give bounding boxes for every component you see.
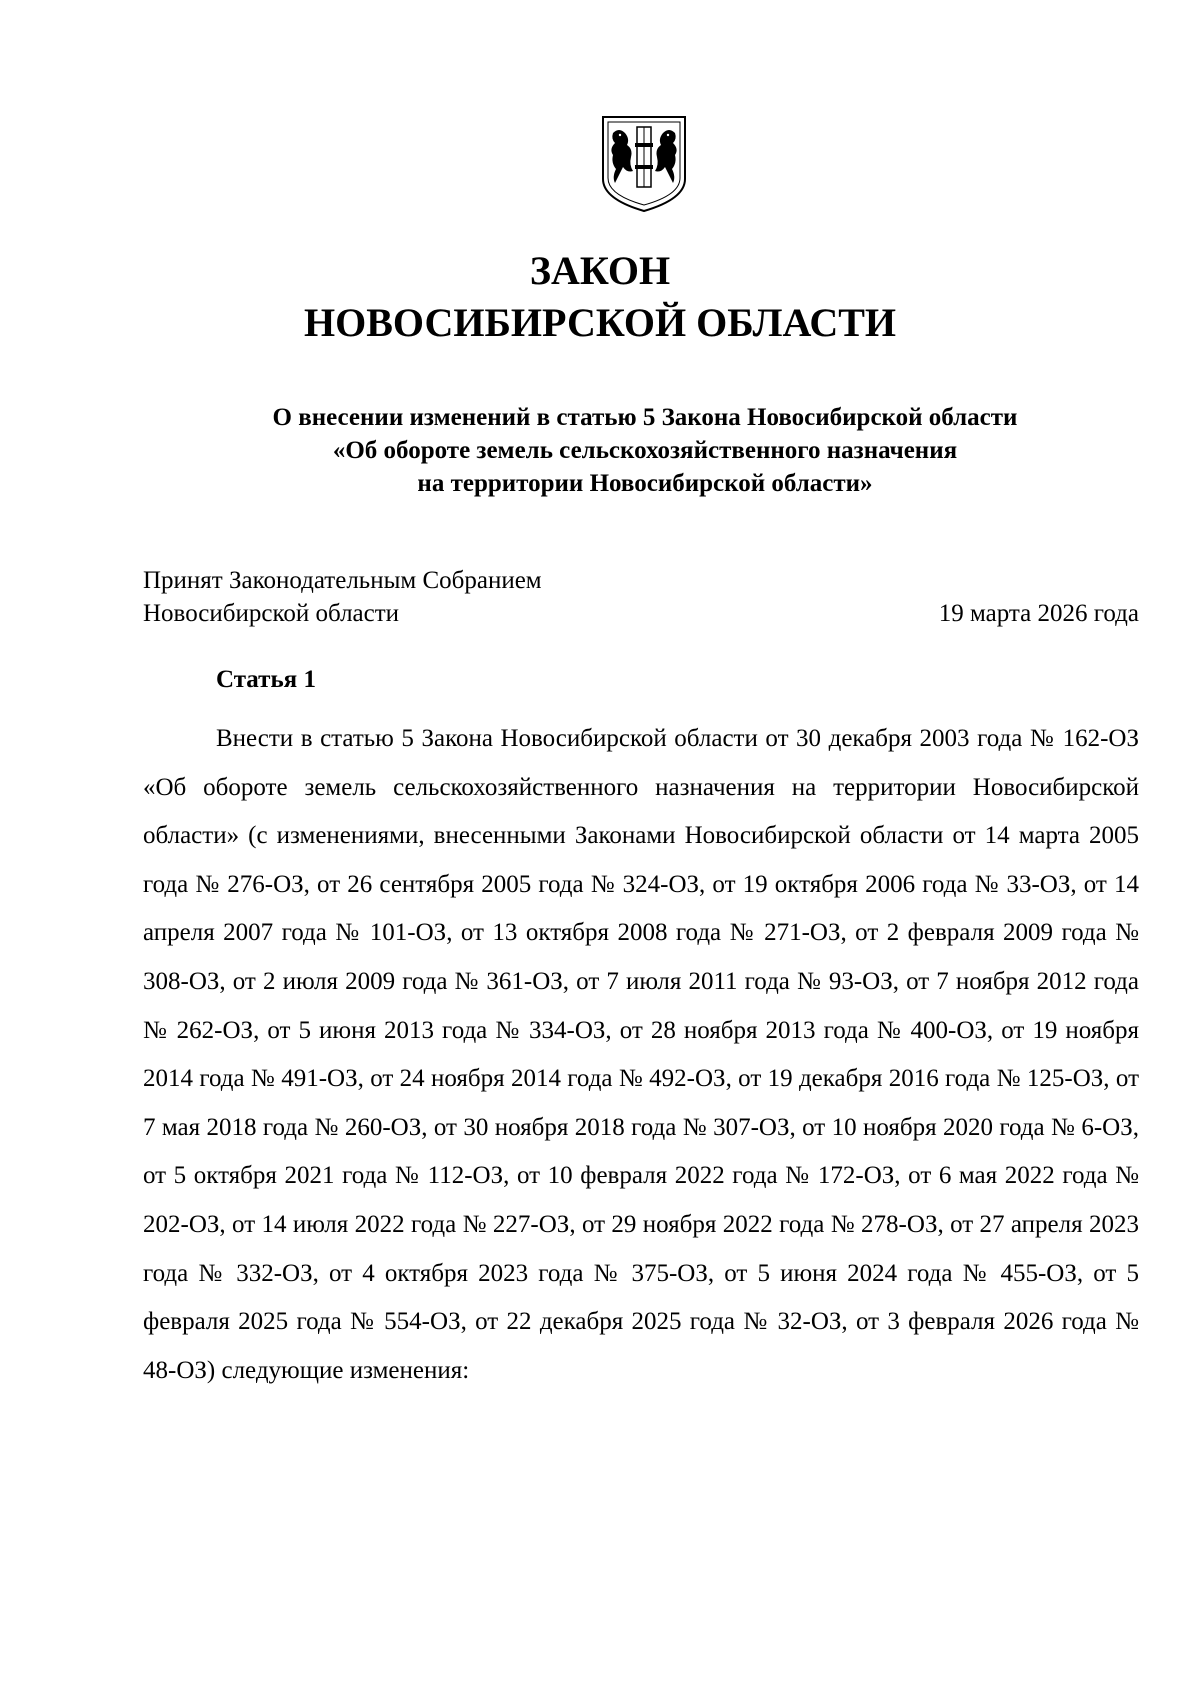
subject-line: на территории Новосибирской области» <box>417 470 873 497</box>
article-paragraph: Внести в статью 5 Закона Новосибирской области от 30 декабря 2003 года № 162-ОЗ «Об обороте земель сельскохозяйственного назначения на территории Новосибирской области» (с изменениями, внесенными Законами Новосибирской области от 14 марта 2005 года № 276-ОЗ, от 26 сентября 2005 года № 324-ОЗ, от 19 октября 2006 года № 33-ОЗ, от 14 апреля 2007 года № 101-ОЗ, от 13 октября 2008 года № 271-ОЗ, от 2 февраля 2009 года № 308-ОЗ, от 2 июля 2009 года № 361-ОЗ, от 7 июля 2011 года № 93-ОЗ, от 7 ноября 2012 года № 262-ОЗ, от 5 июня 2013 года № 334-ОЗ, от 28 ноября 2013 года № 400-ОЗ, от 19 ноября 2014 года № 491-ОЗ, от 24 ноября 2014 года № 492-ОЗ, от 19 декабря 2016 года № 125-ОЗ, от 7 мая 2018 года № 260-ОЗ, от 30 ноября 2018 года № 307-ОЗ, от 10 ноября 2020 года № 6-ОЗ, от 5 октября 2021 года № 112-ОЗ, от 10 февраля 2022 года № 172-ОЗ, от 6 мая 2022 года № 202-ОЗ, от 14 июля 2022 года № 227-ОЗ, от 29 ноября 2022 года № 278-ОЗ, от 27 апреля 2023 года № 332-ОЗ, от 4 октября 2023 года № 375-ОЗ, от 5 июня 2024 года № 455-ОЗ, от 5 февраля 2025 года № 554-ОЗ, от 22 декабря 2025 года № 32-ОЗ, от 3 февраля 2026 года № 48-ОЗ) следующие изменения: <box>143 725 1139 1384</box>
adoption-body: Новосибирской области <box>143 600 400 627</box>
subject-line: «Об обороте земель сельскохозяйственного назначения <box>332 437 958 464</box>
adoption-date: 19 марта 2026 года <box>938 600 1139 627</box>
coat-of-arms-icon <box>599 113 689 215</box>
article-heading: Статья 1 <box>216 666 316 693</box>
document-title-line1: ЗАКОН <box>529 248 671 293</box>
adoption-block <box>143 564 1139 630</box>
subject-line: О внесении изменений в статью 5 Закона Новосибирской области <box>272 404 1018 431</box>
document-title-line2: НОВОСИБИРСКОЙ ОБЛАСТИ <box>303 300 897 345</box>
adoption-line: Принят Законодательным Собранием <box>143 567 542 594</box>
law-subject-heading <box>150 401 1140 500</box>
